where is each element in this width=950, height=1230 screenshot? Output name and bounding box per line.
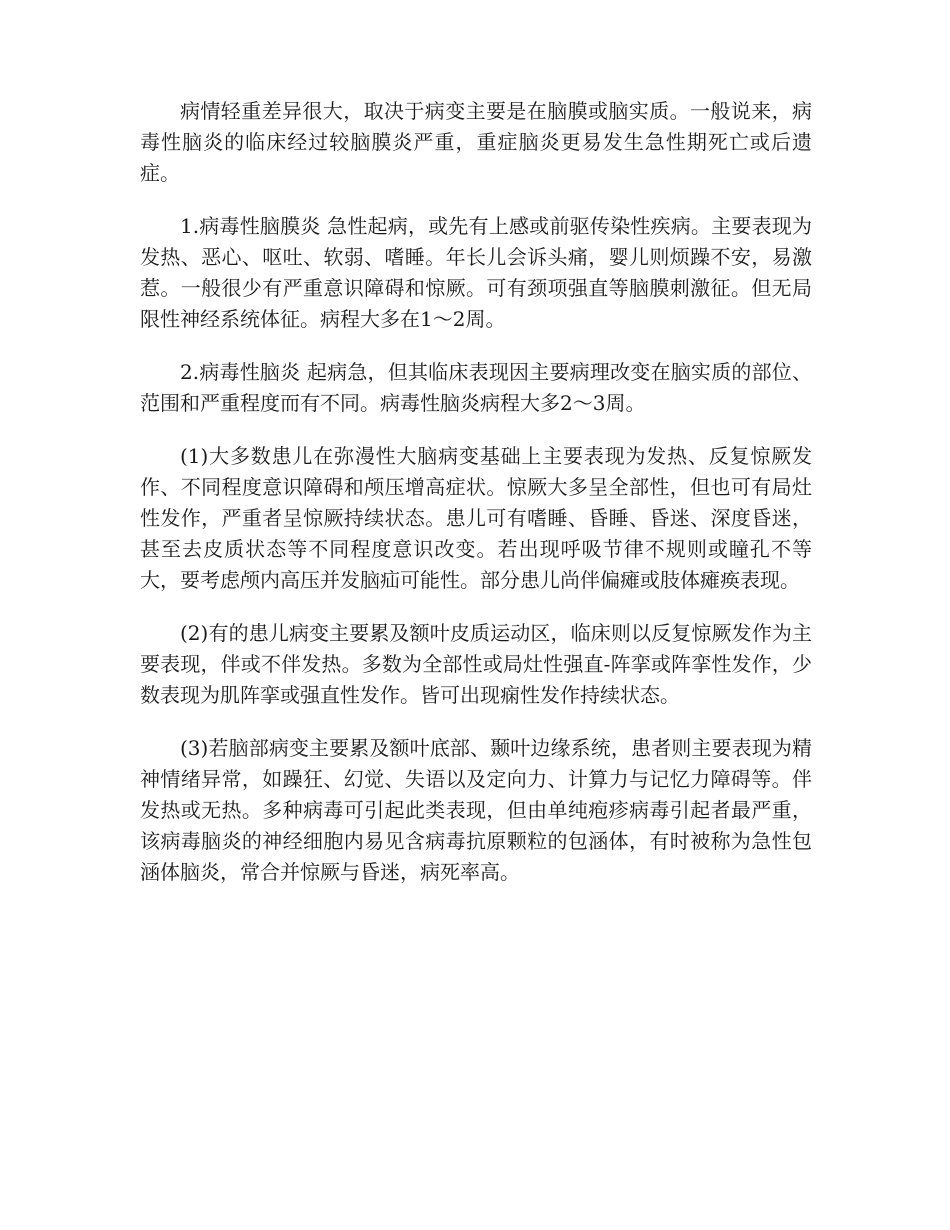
paragraph-viral-meningitis: 1.病毒性脑膜炎 急性起病，或先有上感或前驱传染性疾病。主要表现为发热、恶心、呕吐、软弱、嗜睡。年长儿会诉头痛，婴儿则烦躁不安，易激惹。一般很少有严重意识障碍和惊厥。可有颈项强直等脑膜刺激征。但无局限性神经系统体征。病程大多在1～2周。 xyxy=(140,214,812,331)
paragraph-item-2: (2)有的患儿病变主要累及额叶皮质运动区，临床则以反复惊厥发作为主要表现，伴或不伴发热。多数为全部性或局灶性强直-阵挛或阵挛性发作，少数表现为肌阵挛或强直性发作。皆可出现痫性发作持续状态。 xyxy=(140,621,812,707)
paragraph-item-3: (3)若脑部病变主要累及额叶底部、颞叶边缘系统，患者则主要表现为精神情绪异常，如躁狂、幻觉、失语以及定向力、计算力与记忆力障碍等。伴发热或无热。多种病毒可引起此类表现，但由单纯疱疹病毒引起者最严重，该病毒脑炎的神经细胞内易见含病毒抗原颗粒的包涵体，有时被称为急性包涵体脑炎，常合并惊厥与昏迷，病死率高。 xyxy=(140,736,812,884)
paragraph-viral-encephalitis: 2.病毒性脑炎 起病急，但其临床表现因主要病理改变在脑实质的部位、范围和严重程度而有不同。病毒性脑炎病程大多2～3周。 xyxy=(140,360,812,415)
paragraph-intro: 病情轻重差异很大，取决于病变主要是在脑膜或脑实质。一般说来，病毒性脑炎的临床经过较脑膜炎严重，重症脑炎更易发生急性期死亡或后遗症。 xyxy=(140,99,812,185)
paragraph-item-1: (1)大多数患儿在弥漫性大脑病变基础上主要表现为发热、反复惊厥发作、不同程度意识障碍和颅压增高症状。惊厥大多呈全部性，但也可有局灶性发作，严重者呈惊厥持续状态。患儿可有嗜睡、昏睡、昏迷、深度昏迷，甚至去皮质状态等不同程度意识改变。若出现呼吸节律不规则或瞳孔不等大，要考虑颅内高压并发脑疝可能性。部分患儿尚伴偏瘫或肢体瘫痪表现。 xyxy=(140,444,812,592)
document-body xyxy=(140,96,812,910)
